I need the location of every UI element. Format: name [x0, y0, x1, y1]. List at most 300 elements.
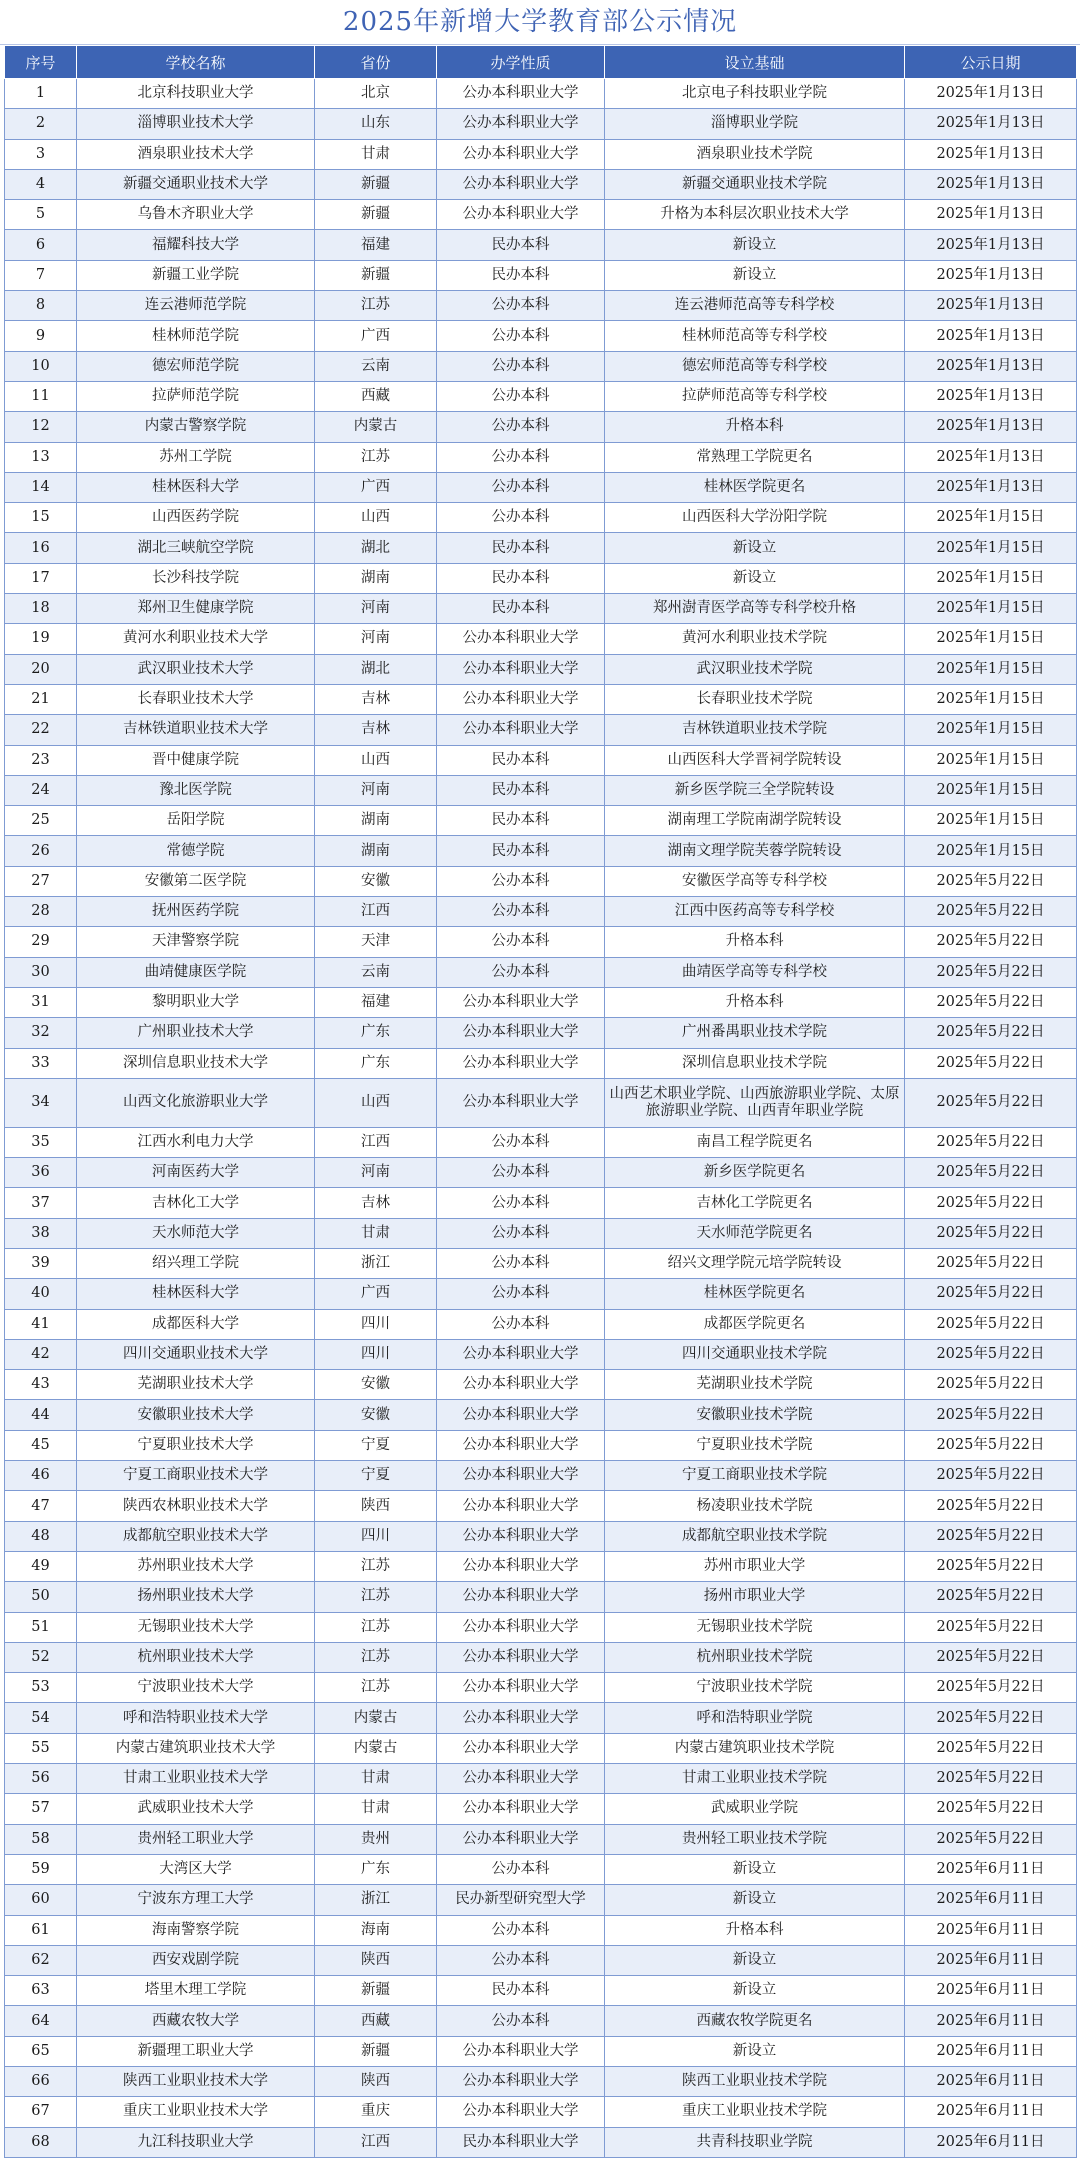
cell-basis: 成都医学院更名	[605, 1309, 905, 1339]
table-row	[5, 1854, 1077, 1884]
cell-index: 1	[5, 79, 77, 109]
cell-school-name: 酒泉职业技术大学	[77, 139, 315, 169]
cell-nature: 公办本科	[437, 866, 605, 896]
cell-index: 25	[5, 806, 77, 836]
cell-basis: 升格本科	[605, 412, 905, 442]
table-row	[5, 1048, 1077, 1078]
cell-date: 2025年5月22日	[905, 866, 1077, 896]
cell-index: 40	[5, 1279, 77, 1309]
cell-school-name: 山西医药学院	[77, 503, 315, 533]
cell-index: 52	[5, 1642, 77, 1672]
cell-date: 2025年5月22日	[905, 1127, 1077, 1157]
cell-basis: 江西中医药高等专科学校	[605, 897, 905, 927]
cell-province: 新疆	[315, 200, 437, 230]
table-row	[5, 1461, 1077, 1491]
cell-school-name: 桂林医科大学	[77, 1279, 315, 1309]
cell-date: 2025年5月22日	[905, 1461, 1077, 1491]
table-row	[5, 1764, 1077, 1794]
cell-index: 42	[5, 1339, 77, 1369]
cell-date: 2025年5月22日	[905, 1642, 1077, 1672]
table-row	[5, 1127, 1077, 1157]
cell-nature: 公办本科	[437, 351, 605, 381]
cell-basis: 桂林医学院更名	[605, 472, 905, 502]
cell-province: 福建	[315, 230, 437, 260]
table-row	[5, 109, 1077, 139]
cell-basis: 宁波职业技术学院	[605, 1673, 905, 1703]
table-row	[5, 715, 1077, 745]
cell-index: 47	[5, 1491, 77, 1521]
header-row	[5, 46, 1077, 79]
cell-school-name: 乌鲁木齐职业大学	[77, 200, 315, 230]
cell-basis: 新疆交通职业技术学院	[605, 169, 905, 199]
table-row	[5, 1430, 1077, 1460]
cell-index: 5	[5, 200, 77, 230]
cell-date: 2025年5月22日	[905, 1248, 1077, 1278]
cell-index: 59	[5, 1854, 77, 1884]
cell-school-name: 九江科技职业大学	[77, 2127, 315, 2157]
cell-index: 66	[5, 2067, 77, 2097]
cell-index: 38	[5, 1218, 77, 1248]
cell-nature: 公办本科	[437, 1854, 605, 1884]
cell-school-name: 郑州卫生健康学院	[77, 594, 315, 624]
cell-index: 30	[5, 957, 77, 987]
cell-school-name: 桂林师范学院	[77, 321, 315, 351]
cell-date: 2025年1月15日	[905, 563, 1077, 593]
cell-province: 江苏	[315, 1642, 437, 1672]
cell-school-name: 天水师范大学	[77, 1218, 315, 1248]
cell-date: 2025年1月13日	[905, 230, 1077, 260]
cell-basis: 新设立	[605, 2036, 905, 2066]
cell-index: 57	[5, 1794, 77, 1824]
cell-basis: 成都航空职业技术学院	[605, 1521, 905, 1551]
cell-school-name: 杭州职业技术大学	[77, 1642, 315, 1672]
cell-province: 新疆	[315, 1976, 437, 2006]
cell-nature: 公办本科职业大学	[437, 1733, 605, 1763]
cell-date: 2025年5月22日	[905, 1733, 1077, 1763]
table-row	[5, 169, 1077, 199]
cell-index: 48	[5, 1521, 77, 1551]
cell-basis: 内蒙古建筑职业技术学院	[605, 1733, 905, 1763]
cell-basis: 湖南文理学院芙蓉学院转设	[605, 836, 905, 866]
cell-index: 7	[5, 260, 77, 290]
cell-school-name: 湖北三峡航空学院	[77, 533, 315, 563]
cell-nature: 民办本科	[437, 260, 605, 290]
cell-school-name: 甘肃工业职业技术大学	[77, 1764, 315, 1794]
table-row	[5, 1885, 1077, 1915]
cell-nature: 公办本科职业大学	[437, 1703, 605, 1733]
cell-school-name: 无锡职业技术大学	[77, 1612, 315, 1642]
cell-index: 46	[5, 1461, 77, 1491]
table-header	[5, 46, 1077, 79]
cell-school-name: 曲靖健康医学院	[77, 957, 315, 987]
cell-nature: 公办本科职业大学	[437, 684, 605, 714]
cell-basis: 武汉职业技术学院	[605, 654, 905, 684]
cell-date: 2025年1月13日	[905, 291, 1077, 321]
cell-basis: 广州番禺职业技术学院	[605, 1018, 905, 1048]
table-row	[5, 2097, 1077, 2127]
cell-province: 山西	[315, 503, 437, 533]
table-row	[5, 745, 1077, 775]
cell-province: 湖北	[315, 533, 437, 563]
cell-date: 2025年5月22日	[905, 1048, 1077, 1078]
cell-date: 2025年6月11日	[905, 2036, 1077, 2066]
cell-province: 吉林	[315, 1188, 437, 1218]
cell-school-name: 天津警察学院	[77, 927, 315, 957]
cell-date: 2025年1月15日	[905, 775, 1077, 805]
cell-province: 福建	[315, 987, 437, 1017]
cell-nature: 公办本科	[437, 472, 605, 502]
table-row	[5, 1370, 1077, 1400]
cell-date: 2025年6月11日	[905, 1976, 1077, 2006]
cell-nature: 公办本科	[437, 1248, 605, 1278]
cell-nature: 民办新型研究型大学	[437, 1885, 605, 1915]
cell-school-name: 重庆工业职业技术大学	[77, 2097, 315, 2127]
table-row	[5, 1915, 1077, 1945]
cell-nature: 公办本科职业大学	[437, 1078, 605, 1127]
cell-index: 63	[5, 1976, 77, 2006]
cell-nature: 公办本科职业大学	[437, 654, 605, 684]
cell-nature: 公办本科职业大学	[437, 1673, 605, 1703]
cell-date: 2025年6月11日	[905, 2067, 1077, 2097]
cell-basis: 新乡医学院更名	[605, 1158, 905, 1188]
cell-index: 16	[5, 533, 77, 563]
cell-basis: 吉林化工学院更名	[605, 1188, 905, 1218]
table-row	[5, 957, 1077, 987]
cell-date: 2025年1月13日	[905, 472, 1077, 502]
cell-province: 甘肃	[315, 1794, 437, 1824]
cell-school-name: 宁波职业技术大学	[77, 1673, 315, 1703]
cell-basis: 重庆工业职业技术学院	[605, 2097, 905, 2127]
cell-nature: 公办本科职业大学	[437, 1491, 605, 1521]
header-nature: 办学性质	[437, 46, 605, 79]
cell-province: 浙江	[315, 1885, 437, 1915]
cell-school-name: 新疆交通职业技术大学	[77, 169, 315, 199]
cell-index: 39	[5, 1248, 77, 1278]
cell-date: 2025年6月11日	[905, 1915, 1077, 1945]
cell-basis: 南昌工程学院更名	[605, 1127, 905, 1157]
cell-index: 58	[5, 1824, 77, 1854]
cell-province: 广西	[315, 472, 437, 502]
cell-school-name: 海南警察学院	[77, 1915, 315, 1945]
table-row	[5, 1794, 1077, 1824]
cell-basis: 武威职业学院	[605, 1794, 905, 1824]
cell-date: 2025年1月15日	[905, 654, 1077, 684]
cell-date: 2025年1月15日	[905, 684, 1077, 714]
cell-nature: 公办本科职业大学	[437, 1794, 605, 1824]
cell-school-name: 晋中健康学院	[77, 745, 315, 775]
table-row	[5, 1582, 1077, 1612]
cell-province: 江西	[315, 897, 437, 927]
cell-province: 广东	[315, 1018, 437, 1048]
cell-index: 21	[5, 684, 77, 714]
cell-basis: 升格本科	[605, 987, 905, 1017]
cell-province: 湖南	[315, 836, 437, 866]
cell-date: 2025年1月15日	[905, 503, 1077, 533]
cell-basis: 新设立	[605, 563, 905, 593]
cell-basis: 新设立	[605, 533, 905, 563]
cell-school-name: 北京科技职业大学	[77, 79, 315, 109]
cell-school-name: 大湾区大学	[77, 1854, 315, 1884]
cell-school-name: 吉林化工大学	[77, 1188, 315, 1218]
cell-school-name: 宁夏职业技术大学	[77, 1430, 315, 1460]
cell-date: 2025年5月22日	[905, 1430, 1077, 1460]
cell-index: 51	[5, 1612, 77, 1642]
cell-basis: 西藏农牧学院更名	[605, 2006, 905, 2036]
table-row	[5, 594, 1077, 624]
cell-nature: 公办本科职业大学	[437, 200, 605, 230]
cell-nature: 公办本科职业大学	[437, 1018, 605, 1048]
cell-school-name: 武威职业技术大学	[77, 1794, 315, 1824]
cell-nature: 公办本科职业大学	[437, 987, 605, 1017]
cell-school-name: 福耀科技大学	[77, 230, 315, 260]
cell-province: 广东	[315, 1048, 437, 1078]
cell-date: 2025年5月22日	[905, 897, 1077, 927]
cell-date: 2025年1月13日	[905, 200, 1077, 230]
cell-basis: 常熟理工学院更名	[605, 442, 905, 472]
cell-province: 云南	[315, 351, 437, 381]
cell-school-name: 黄河水利职业技术大学	[77, 624, 315, 654]
cell-province: 甘肃	[315, 1764, 437, 1794]
cell-province: 四川	[315, 1521, 437, 1551]
cell-province: 贵州	[315, 1824, 437, 1854]
cell-school-name: 河南医药大学	[77, 1158, 315, 1188]
cell-basis: 共青科技职业学院	[605, 2127, 905, 2157]
cell-index: 35	[5, 1127, 77, 1157]
cell-index: 10	[5, 351, 77, 381]
cell-province: 广西	[315, 1279, 437, 1309]
cell-index: 32	[5, 1018, 77, 1048]
header-index: 序号	[5, 46, 77, 79]
cell-date: 2025年1月15日	[905, 594, 1077, 624]
table-row	[5, 1309, 1077, 1339]
cell-school-name: 宁夏工商职业技术大学	[77, 1461, 315, 1491]
cell-date: 2025年1月13日	[905, 412, 1077, 442]
table-row	[5, 1612, 1077, 1642]
cell-date: 2025年5月22日	[905, 1339, 1077, 1369]
cell-nature: 公办本科职业大学	[437, 1048, 605, 1078]
cell-nature: 公办本科	[437, 927, 605, 957]
table-row	[5, 2127, 1077, 2157]
cell-index: 31	[5, 987, 77, 1017]
cell-school-name: 岳阳学院	[77, 806, 315, 836]
cell-nature: 公办本科职业大学	[437, 2036, 605, 2066]
cell-province: 甘肃	[315, 139, 437, 169]
cell-province: 山西	[315, 1078, 437, 1127]
table-row	[5, 987, 1077, 1017]
table-row	[5, 1824, 1077, 1854]
cell-date: 2025年1月15日	[905, 533, 1077, 563]
table-row	[5, 897, 1077, 927]
cell-date: 2025年1月15日	[905, 745, 1077, 775]
cell-school-name: 四川交通职业技术大学	[77, 1339, 315, 1369]
cell-province: 西藏	[315, 381, 437, 411]
cell-province: 安徽	[315, 1370, 437, 1400]
cell-school-name: 成都航空职业技术大学	[77, 1521, 315, 1551]
cell-index: 50	[5, 1582, 77, 1612]
cell-index: 60	[5, 1885, 77, 1915]
cell-basis: 新设立	[605, 1885, 905, 1915]
cell-basis: 湖南理工学院南湖学院转设	[605, 806, 905, 836]
cell-basis: 安徽职业技术学院	[605, 1400, 905, 1430]
cell-basis: 长春职业技术学院	[605, 684, 905, 714]
table-row	[5, 2006, 1077, 2036]
cell-index: 9	[5, 321, 77, 351]
cell-province: 河南	[315, 775, 437, 805]
universities-table	[4, 45, 1077, 2158]
cell-nature: 公办本科	[437, 1309, 605, 1339]
table-row	[5, 654, 1077, 684]
table-row	[5, 563, 1077, 593]
cell-school-name: 陕西农林职业技术大学	[77, 1491, 315, 1521]
cell-index: 64	[5, 2006, 77, 2036]
cell-school-name: 德宏师范学院	[77, 351, 315, 381]
cell-nature: 公办本科职业大学	[437, 1339, 605, 1369]
cell-index: 62	[5, 1945, 77, 1975]
cell-basis: 呼和浩特职业学院	[605, 1703, 905, 1733]
cell-province: 陕西	[315, 1491, 437, 1521]
table-row	[5, 472, 1077, 502]
cell-index: 4	[5, 169, 77, 199]
table-row	[5, 1703, 1077, 1733]
cell-province: 安徽	[315, 1400, 437, 1430]
cell-school-name: 内蒙古警察学院	[77, 412, 315, 442]
cell-nature: 公办本科职业大学	[437, 169, 605, 199]
table-row	[5, 139, 1077, 169]
cell-school-name: 拉萨师范学院	[77, 381, 315, 411]
cell-basis: 宁夏职业技术学院	[605, 1430, 905, 1460]
cell-province: 西藏	[315, 2006, 437, 2036]
cell-index: 20	[5, 654, 77, 684]
cell-school-name: 长春职业技术大学	[77, 684, 315, 714]
cell-date: 2025年1月13日	[905, 260, 1077, 290]
cell-province: 陕西	[315, 2067, 437, 2097]
cell-school-name: 广州职业技术大学	[77, 1018, 315, 1048]
cell-nature: 公办本科职业大学	[437, 1824, 605, 1854]
cell-province: 云南	[315, 957, 437, 987]
cell-province: 江苏	[315, 291, 437, 321]
cell-province: 天津	[315, 927, 437, 957]
table-row	[5, 260, 1077, 290]
cell-date: 2025年1月13日	[905, 321, 1077, 351]
cell-date: 2025年1月13日	[905, 79, 1077, 109]
cell-province: 吉林	[315, 684, 437, 714]
cell-date: 2025年5月22日	[905, 1703, 1077, 1733]
cell-nature: 公办本科职业大学	[437, 624, 605, 654]
cell-date: 2025年5月22日	[905, 1582, 1077, 1612]
cell-nature: 公办本科	[437, 2006, 605, 2036]
cell-nature: 公办本科	[437, 1915, 605, 1945]
cell-basis: 吉林铁道职业技术学院	[605, 715, 905, 745]
cell-index: 17	[5, 563, 77, 593]
cell-index: 15	[5, 503, 77, 533]
cell-nature: 公办本科	[437, 381, 605, 411]
cell-school-name: 连云港师范学院	[77, 291, 315, 321]
cell-nature: 民办本科	[437, 806, 605, 836]
cell-province: 新疆	[315, 260, 437, 290]
table-body	[5, 79, 1077, 2158]
cell-province: 山西	[315, 745, 437, 775]
table-row	[5, 1976, 1077, 2006]
cell-basis: 升格本科	[605, 927, 905, 957]
cell-index: 34	[5, 1078, 77, 1127]
cell-nature: 公办本科	[437, 503, 605, 533]
cell-basis: 升格为本科层次职业技术大学	[605, 200, 905, 230]
table-row	[5, 836, 1077, 866]
cell-date: 2025年1月15日	[905, 624, 1077, 654]
cell-province: 北京	[315, 79, 437, 109]
cell-basis: 山西医科大学晋祠学院转设	[605, 745, 905, 775]
cell-basis: 新设立	[605, 230, 905, 260]
cell-basis: 安徽医学高等专科学校	[605, 866, 905, 896]
cell-school-name: 芜湖职业技术大学	[77, 1370, 315, 1400]
cell-basis: 绍兴文理学院元培学院转设	[605, 1248, 905, 1278]
cell-province: 山东	[315, 109, 437, 139]
cell-index: 54	[5, 1703, 77, 1733]
cell-index: 28	[5, 897, 77, 927]
cell-nature: 公办本科职业大学	[437, 1612, 605, 1642]
cell-school-name: 吉林铁道职业技术大学	[77, 715, 315, 745]
cell-school-name: 江西水利电力大学	[77, 1127, 315, 1157]
cell-basis: 陕西工业职业技术学院	[605, 2067, 905, 2097]
cell-index: 13	[5, 442, 77, 472]
table-row	[5, 1400, 1077, 1430]
cell-date: 2025年5月22日	[905, 1764, 1077, 1794]
page-title: 2025年新增大学教育部公示情况	[0, 0, 1080, 45]
cell-date: 2025年1月13日	[905, 442, 1077, 472]
cell-province: 内蒙古	[315, 1703, 437, 1733]
cell-index: 2	[5, 109, 77, 139]
cell-basis: 新设立	[605, 260, 905, 290]
cell-basis: 桂林医学院更名	[605, 1279, 905, 1309]
cell-school-name: 深圳信息职业技术大学	[77, 1048, 315, 1078]
cell-school-name: 抚州医药学院	[77, 897, 315, 927]
cell-province: 江西	[315, 1127, 437, 1157]
cell-date: 2025年5月22日	[905, 1673, 1077, 1703]
cell-date: 2025年5月22日	[905, 1824, 1077, 1854]
cell-basis: 贵州轻工职业技术学院	[605, 1824, 905, 1854]
cell-basis: 曲靖医学高等专科学校	[605, 957, 905, 987]
cell-province: 四川	[315, 1339, 437, 1369]
table-row	[5, 412, 1077, 442]
cell-date: 2025年1月13日	[905, 109, 1077, 139]
table-row	[5, 927, 1077, 957]
cell-basis: 杨凌职业技术学院	[605, 1491, 905, 1521]
cell-index: 19	[5, 624, 77, 654]
cell-date: 2025年5月22日	[905, 1158, 1077, 1188]
table-row	[5, 321, 1077, 351]
cell-basis: 桂林师范高等专科学校	[605, 321, 905, 351]
table-row	[5, 775, 1077, 805]
cell-date: 2025年1月13日	[905, 351, 1077, 381]
table-row	[5, 291, 1077, 321]
cell-index: 3	[5, 139, 77, 169]
cell-basis: 新设立	[605, 1976, 905, 2006]
table-row	[5, 351, 1077, 381]
table-row	[5, 2036, 1077, 2066]
table-row	[5, 1218, 1077, 1248]
table-row	[5, 1248, 1077, 1278]
cell-basis: 天水师范学院更名	[605, 1218, 905, 1248]
table-row	[5, 1491, 1077, 1521]
cell-school-name: 绍兴理工学院	[77, 1248, 315, 1278]
cell-province: 河南	[315, 624, 437, 654]
table-row	[5, 1733, 1077, 1763]
table-row	[5, 1339, 1077, 1369]
cell-basis: 酒泉职业技术学院	[605, 139, 905, 169]
cell-basis: 新设立	[605, 1945, 905, 1975]
cell-basis: 芜湖职业技术学院	[605, 1370, 905, 1400]
cell-index: 49	[5, 1551, 77, 1581]
